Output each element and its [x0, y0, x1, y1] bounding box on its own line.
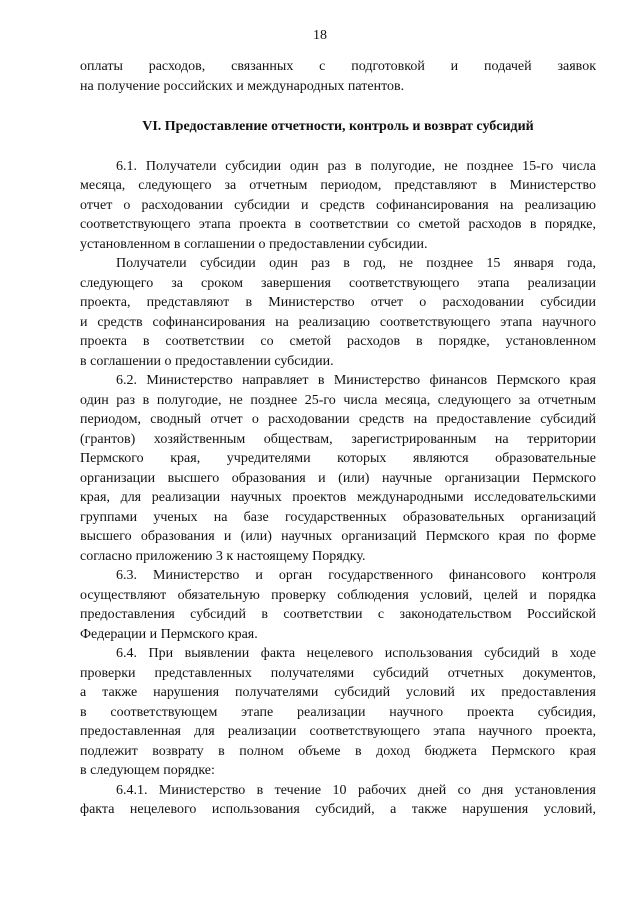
text-line: установленном в соглашении о предоставлении субсидии. [80, 236, 428, 252]
text-line: в соответствующем этапе реализации научного проекта субсидия, [80, 704, 596, 720]
text-line: (грантов) хозяйственным обществам, зарегистрированным на территории [80, 431, 596, 447]
text-line: предоставления субсидий в соответствии с законодательством Российской [80, 607, 596, 622]
intro-paragraph [80, 57, 596, 96]
text-line: 6.4.1. Министерство в течение 10 рабочих дней со дня установления [116, 782, 596, 798]
section-heading: VI. Предоставление отчетности, контроль и возврат субсидий [142, 119, 534, 134]
text-line: осуществляют обязательную проверку соблюдения условий, целей и порядка [80, 587, 596, 603]
text-line: и средств софинансирования на реализацию соответствующего этапа научного [80, 314, 596, 330]
text-line: группами ученых на базе государственных образовательных организаций [80, 509, 596, 525]
text-line: периодом, сводный отчет о расходовании средств на предоставление субсидий [80, 412, 596, 427]
text-line: оплаты расходов, связанных с подготовкой и подачей заявок [80, 59, 596, 74]
paragraph-6-4-1 [80, 781, 596, 820]
text-line: края, для реализации научных проектов международными исследовательскими [80, 490, 596, 505]
paragraph-6-2 [80, 371, 596, 566]
text-line: в соглашении о предоставлении субсидии. [80, 353, 334, 369]
text-line: месяца, следующего за отчетным периодом, представляют в Министерство [80, 178, 596, 193]
text-line: подлежит возврату в полном объеме в доход бюджета Пермского края [80, 743, 596, 759]
paragraph-6-3 [80, 566, 596, 644]
text-line: следующего за сроком завершения соответствующего этапа реализации [80, 275, 596, 291]
text-line: высшего образования и (или) научных организаций Пермского края по форме [80, 529, 596, 544]
text-line: 6.1. Получатели субсидии один раз в полугодие, не позднее 15-го числа [116, 158, 596, 174]
paragraph-6-1 [80, 157, 596, 255]
text-line: организации высшего образования и (или) научные организации Пермского [80, 470, 596, 486]
text-line: а также нарушения получателями субсидий условий их предоставления [80, 685, 596, 700]
text-line: 6.4. При выявлении факта нецелевого использования субсидий в ходе [116, 646, 596, 661]
document-body [80, 57, 596, 820]
text-line: Федерации и Пермского края. [80, 626, 258, 642]
text-line: предоставленная для реализации соответствующего этапа научного проекта, [80, 724, 596, 739]
text-line: Получатели субсидии один раз в год, не позднее 15 января года, [116, 256, 596, 271]
text-line: проекта, представляют в Министерство отчет о расходовании субсидии [80, 295, 596, 310]
text-line: в следующем порядке: [80, 763, 215, 778]
page-number: 18 [313, 28, 327, 43]
text-line: отчет о расходовании субсидии и средств софинансирования на реализацию [80, 197, 596, 213]
text-line: факта нецелевого использования субсидий, а также нарушения условий, [80, 802, 596, 817]
paragraph-6-4 [80, 644, 596, 781]
text-line: проверки представленных получателями субсидий отчетных документов, [80, 665, 596, 681]
text-line: один раз в полугодие, не позднее 25-го числа месяца, следующего за отчетным [80, 392, 596, 408]
text-line: Пермского края, учредителями которых являются образовательные [80, 451, 596, 466]
paragraph-6-1-annual [80, 254, 596, 371]
text-line: 6.3. Министерство и орган государственного финансового контроля [116, 568, 596, 583]
text-line: на получение российских и международных патентов. [80, 78, 405, 94]
text-line: проекта в соответствии со сметой расходов в порядке, установленном [80, 334, 596, 349]
text-line: согласно приложению 3 к настоящему Порядку. [80, 548, 366, 564]
text-line: 6.2. Министерство направляет в Министерство финансов Пермского края [116, 373, 596, 388]
text-line: соответствующего этапа проекта в соответствии со сметой расходов в порядке, [80, 217, 596, 232]
